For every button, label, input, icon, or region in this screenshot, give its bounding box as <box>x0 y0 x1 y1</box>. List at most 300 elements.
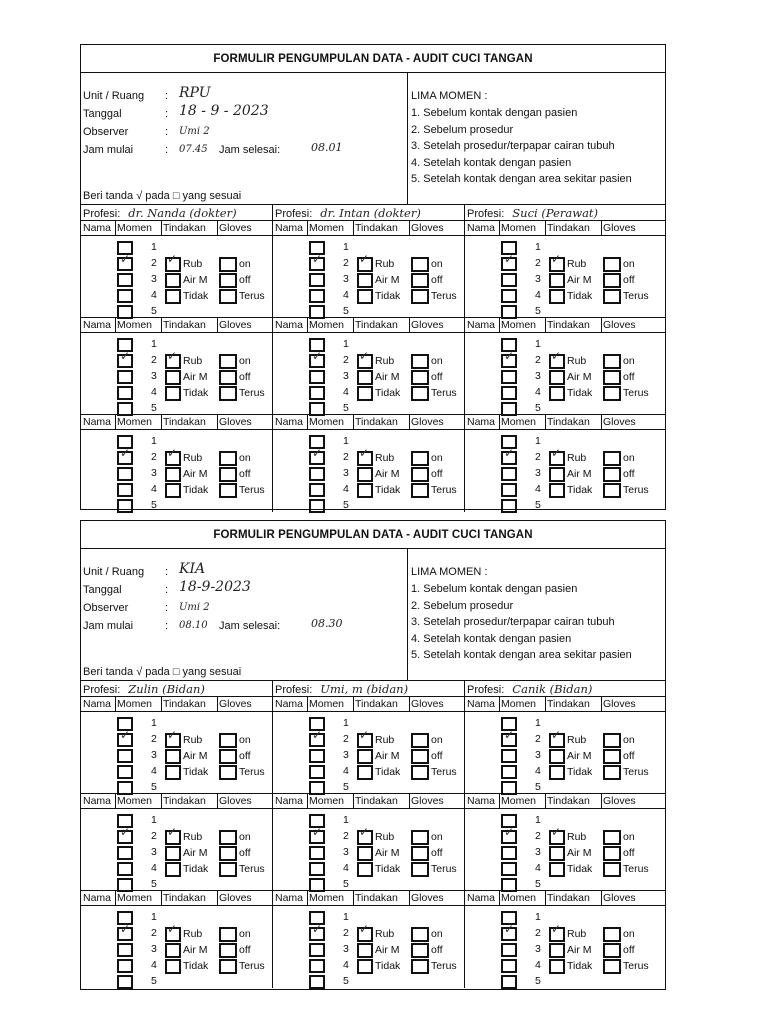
tindakan-label: Rub <box>375 355 395 367</box>
gloves-label: off <box>623 274 635 286</box>
gloves-checkbox[interactable] <box>411 927 429 942</box>
gloves-checkbox[interactable] <box>603 943 621 958</box>
nama-header: Nama <box>83 222 112 234</box>
tindakan-checkbox[interactable] <box>357 386 373 401</box>
tindakan-checkbox[interactable] <box>549 386 565 401</box>
momen-number: 2 <box>535 257 541 269</box>
momen-group <box>499 337 545 417</box>
tindakan-group <box>161 716 217 780</box>
tindakan-checkbox[interactable] <box>165 943 181 958</box>
gloves-checkbox[interactable] <box>411 749 429 764</box>
tindakan-checkbox[interactable] <box>165 765 181 780</box>
momen-number: 3 <box>343 846 349 858</box>
tindakan-label: Rub <box>567 928 587 940</box>
tindakan-checkbox[interactable] <box>549 749 565 764</box>
gloves-group <box>409 910 465 974</box>
momen-number: 4 <box>535 765 541 777</box>
observation-cell <box>81 221 273 318</box>
momen-checkbox[interactable] <box>117 959 133 973</box>
tindakan-label: Air M <box>183 274 208 286</box>
check-mark: ✓ <box>551 252 562 266</box>
tindakan-checkbox[interactable] <box>549 765 565 780</box>
profesi-value[interactable]: dr. Intan (dokter) <box>320 206 421 220</box>
gloves-checkbox[interactable] <box>219 765 237 780</box>
tindakan-checkbox[interactable] <box>357 846 373 861</box>
observation-cell <box>465 794 665 891</box>
gloves-group <box>601 434 657 498</box>
gloves-checkbox[interactable] <box>219 467 237 482</box>
momen-checkbox[interactable] <box>501 765 517 779</box>
momen-number: 2 <box>151 257 157 269</box>
nama-header: Nama <box>467 698 496 710</box>
momen-checkbox[interactable] <box>501 289 517 303</box>
tindakan-checkbox[interactable] <box>165 959 181 974</box>
gloves-checkbox[interactable] <box>219 273 237 288</box>
gloves-header: Gloves <box>219 416 252 428</box>
nama-header: Nama <box>467 319 496 331</box>
observation-cell <box>81 697 273 794</box>
check-mark: ✓ <box>120 252 131 266</box>
gloves-checkbox[interactable] <box>411 467 429 482</box>
gloves-checkbox[interactable] <box>411 733 429 748</box>
gloves-checkbox[interactable] <box>219 354 237 369</box>
observation-header <box>81 221 272 236</box>
lima-item: 1. Sebelum kontak dengan pasien <box>411 583 578 595</box>
unit-value[interactable]: RPU <box>179 85 211 101</box>
observation-header <box>465 697 665 712</box>
momen-checkbox[interactable] <box>117 862 133 876</box>
tindakan-group <box>545 240 601 304</box>
gloves-label: Terus <box>431 387 457 399</box>
momen-header: Momen <box>501 795 537 807</box>
gloves-checkbox[interactable] <box>219 943 237 958</box>
tindakan-checkbox[interactable] <box>549 846 565 861</box>
gloves-label: off <box>239 944 251 956</box>
tindakan-checkbox[interactable] <box>549 467 565 482</box>
gloves-checkbox[interactable] <box>411 370 429 385</box>
gloves-label: on <box>623 928 635 940</box>
gloves-checkbox[interactable] <box>603 273 621 288</box>
momen-number: 5 <box>535 402 541 414</box>
jam-selesai-value[interactable]: 08.01 <box>311 141 343 154</box>
tindakan-group <box>353 434 409 498</box>
nama-header: Nama <box>275 698 304 710</box>
tindakan-checkbox[interactable] <box>165 846 181 861</box>
tindakan-checkbox[interactable] <box>549 483 565 498</box>
nama-header: Nama <box>467 795 496 807</box>
tindakan-checkbox[interactable] <box>165 273 181 288</box>
tindakan-label: Air M <box>567 944 592 956</box>
momen-number: 2 <box>535 927 541 939</box>
momen-checkbox[interactable] <box>501 943 517 957</box>
momen-number: 2 <box>535 354 541 366</box>
momen-number: 3 <box>151 749 157 761</box>
tindakan-checkbox[interactable] <box>165 862 181 877</box>
form-header: Unit / Ruang : RPU Tanggal : 18 - 9 - 2023 Observer : Umi 2 Jam mulai : 07.45 Jam selesai: 08.01 Beri tanda √ pada □ yang sesuai LIMA MOMEN : 1. Sebelum kontak dengan pasien 2. Sebelum prosedur 3. Setelah prosedur/terpapar cairan tubuh 4. Setelah kontak dengan pasien 5. Setelah kontak dengan area sekitar pasien <box>81 73 665 205</box>
gloves-checkbox[interactable] <box>411 483 429 498</box>
momen-number: 1 <box>151 911 157 923</box>
gloves-checkbox[interactable] <box>603 733 621 748</box>
tindakan-checkbox[interactable] <box>357 467 373 482</box>
gloves-checkbox[interactable] <box>603 370 621 385</box>
nama-header: Nama <box>275 319 304 331</box>
momen-checkbox[interactable] <box>501 402 517 416</box>
observation-grid <box>81 697 665 988</box>
gloves-checkbox[interactable] <box>411 386 429 401</box>
form-title: FORMULIR PENGUMPULAN DATA - AUDIT CUCI TANGAN <box>81 45 665 73</box>
gloves-header: Gloves <box>219 222 252 234</box>
tindakan-checkbox[interactable] <box>549 862 565 877</box>
gloves-checkbox[interactable] <box>603 959 621 974</box>
check-mark: ✓ <box>312 446 323 460</box>
check-mark: ✓ <box>359 349 370 363</box>
tindakan-checkbox[interactable] <box>165 749 181 764</box>
momen-checkbox[interactable] <box>117 975 133 989</box>
gloves-checkbox[interactable] <box>411 289 429 304</box>
gloves-group <box>217 910 273 974</box>
tindakan-checkbox[interactable] <box>357 749 373 764</box>
profesi-value[interactable]: Canik (Bidan) <box>512 682 593 696</box>
momen-checkbox[interactable] <box>501 781 517 795</box>
momen-checkbox[interactable] <box>501 386 517 400</box>
tindakan-checkbox[interactable] <box>549 959 565 974</box>
tindakan-label: Rub <box>375 258 395 270</box>
momen-checkbox[interactable] <box>501 467 517 481</box>
gloves-label: on <box>239 355 251 367</box>
gloves-checkbox[interactable] <box>411 943 429 958</box>
momen-checkbox[interactable] <box>309 370 325 384</box>
observation-header <box>81 891 272 906</box>
tindakan-label: Rub <box>375 452 395 464</box>
tindakan-checkbox[interactable] <box>357 862 373 877</box>
momen-checkbox[interactable] <box>309 959 325 973</box>
gloves-checkbox[interactable] <box>603 846 621 861</box>
gloves-header: Gloves <box>411 416 444 428</box>
tindakan-label: Rub <box>183 355 203 367</box>
tindakan-checkbox[interactable] <box>549 943 565 958</box>
tindakan-checkbox[interactable] <box>165 483 181 498</box>
nama-header: Nama <box>275 222 304 234</box>
momen-number: 4 <box>151 483 157 495</box>
gloves-label: on <box>623 452 635 464</box>
momen-checkbox[interactable] <box>309 765 325 779</box>
profesi-value[interactable]: Umi, m (bidan) <box>320 682 409 696</box>
tindakan-label: Air M <box>375 274 400 286</box>
gloves-header: Gloves <box>411 795 444 807</box>
gloves-checkbox[interactable] <box>411 354 429 369</box>
momen-checkbox[interactable] <box>309 289 325 303</box>
gloves-checkbox[interactable] <box>219 386 237 401</box>
momen-checkbox[interactable] <box>117 749 133 763</box>
gloves-label: on <box>623 831 635 843</box>
tindakan-checkbox[interactable] <box>165 370 181 385</box>
momen-checkbox[interactable] <box>501 846 517 860</box>
momen-checkbox[interactable] <box>309 467 325 481</box>
gloves-header: Gloves <box>603 222 636 234</box>
tindakan-checkbox[interactable] <box>165 289 181 304</box>
check-mark: ✓ <box>312 825 323 839</box>
gloves-label: off <box>623 847 635 859</box>
momen-number: 3 <box>151 846 157 858</box>
tindakan-checkbox[interactable] <box>165 386 181 401</box>
check-mark: ✓ <box>167 446 178 460</box>
tindakan-checkbox[interactable] <box>357 273 373 288</box>
momen-checkbox[interactable] <box>117 943 133 957</box>
momen-checkbox[interactable] <box>117 273 133 287</box>
profesi-value[interactable]: Suci (Perawat) <box>512 206 599 220</box>
momen-checkbox[interactable] <box>117 386 133 400</box>
profesi-value[interactable]: dr. Nanda (dokter) <box>128 206 237 220</box>
nama-header: Nama <box>275 416 304 428</box>
momen-checkbox[interactable] <box>501 749 517 763</box>
gloves-group <box>601 813 657 877</box>
tindakan-group <box>161 434 217 498</box>
tindakan-header: Tindakan <box>163 416 206 428</box>
momen-number: 3 <box>535 273 541 285</box>
momen-number: 3 <box>535 467 541 479</box>
gloves-label: off <box>623 944 635 956</box>
momen-checkbox[interactable] <box>501 959 517 973</box>
gloves-label: on <box>431 258 443 270</box>
gloves-header: Gloves <box>411 892 444 904</box>
observation-block-row <box>81 415 665 512</box>
gloves-label: on <box>623 734 635 746</box>
tindakan-group <box>353 813 409 877</box>
tindakan-checkbox[interactable] <box>357 483 373 498</box>
momen-number: 3 <box>343 943 349 955</box>
gloves-checkbox[interactable] <box>219 749 237 764</box>
gloves-header: Gloves <box>603 698 636 710</box>
tindakan-checkbox[interactable] <box>165 467 181 482</box>
observer-value[interactable]: Umi 2 <box>179 126 210 137</box>
momen-number: 1 <box>343 911 349 923</box>
gloves-header: Gloves <box>411 222 444 234</box>
observation-cell <box>81 318 273 415</box>
momen-number: 4 <box>343 289 349 301</box>
nama-header: Nama <box>83 698 112 710</box>
observation-header <box>465 794 665 809</box>
momen-checkbox[interactable] <box>309 846 325 860</box>
gloves-checkbox[interactable] <box>411 830 429 845</box>
tindakan-checkbox[interactable] <box>549 289 565 304</box>
gloves-label: off <box>623 371 635 383</box>
tindakan-group <box>545 910 601 974</box>
jam-selesai-value[interactable]: 08.30 <box>311 617 343 630</box>
gloves-group <box>409 337 465 401</box>
gloves-checkbox[interactable] <box>411 451 429 466</box>
check-mark: ✓ <box>359 922 370 936</box>
tanggal-value[interactable]: 18 - 9 - 2023 <box>179 103 269 119</box>
momen-checkbox[interactable] <box>501 370 517 384</box>
tindakan-header: Tindakan <box>163 892 206 904</box>
momen-checkbox[interactable] <box>501 499 517 513</box>
gloves-checkbox[interactable] <box>603 354 621 369</box>
momen-checkbox[interactable] <box>309 781 325 795</box>
gloves-checkbox[interactable] <box>411 862 429 877</box>
gloves-checkbox[interactable] <box>219 927 237 942</box>
gloves-checkbox[interactable] <box>219 830 237 845</box>
momen-number: 5 <box>151 402 157 414</box>
observation-block-row <box>81 318 665 415</box>
tindakan-checkbox[interactable] <box>549 273 565 288</box>
tick-instruction: Beri tanda √ pada □ yang sesuai <box>83 190 242 202</box>
observation-cell <box>273 697 465 794</box>
momen-checkbox[interactable] <box>117 305 133 319</box>
lima-item: 3. Setelah prosedur/terpapar cairan tubuh <box>411 140 615 152</box>
momen-checkbox[interactable] <box>309 273 325 287</box>
momen-header: Momen <box>309 892 345 904</box>
tindakan-label: Air M <box>183 750 208 762</box>
momen-checkbox[interactable] <box>309 878 325 892</box>
momen-checkbox[interactable] <box>117 483 133 497</box>
gloves-checkbox[interactable] <box>603 451 621 466</box>
momen-group <box>499 813 545 893</box>
momen-checkbox[interactable] <box>309 483 325 497</box>
gloves-checkbox[interactable] <box>603 289 621 304</box>
gloves-header: Gloves <box>603 319 636 331</box>
gloves-checkbox[interactable] <box>603 862 621 877</box>
gloves-checkbox[interactable] <box>411 959 429 974</box>
gloves-checkbox[interactable] <box>603 483 621 498</box>
gloves-label: Terus <box>623 484 649 496</box>
gloves-label: off <box>239 371 251 383</box>
gloves-checkbox[interactable] <box>219 451 237 466</box>
profesi-value[interactable]: Zulin (Bidan) <box>128 682 205 696</box>
unit-value[interactable]: KIA <box>179 561 206 577</box>
momen-header: Momen <box>117 319 153 331</box>
momen-checkbox[interactable] <box>117 370 133 384</box>
momen-checkbox[interactable] <box>117 289 133 303</box>
momen-checkbox[interactable] <box>117 499 133 513</box>
observer-value[interactable]: Umi 2 <box>179 602 210 613</box>
momen-checkbox[interactable] <box>117 846 133 860</box>
momen-header: Momen <box>117 222 153 234</box>
gloves-checkbox[interactable] <box>219 862 237 877</box>
momen-checkbox[interactable] <box>501 483 517 497</box>
gloves-checkbox[interactable] <box>411 846 429 861</box>
observation-header <box>81 794 272 809</box>
gloves-checkbox[interactable] <box>219 370 237 385</box>
gloves-label: Terus <box>623 387 649 399</box>
momen-number: 5 <box>151 499 157 511</box>
momen-checkbox[interactable] <box>309 943 325 957</box>
momen-number: 2 <box>535 733 541 745</box>
observation-header <box>273 794 464 809</box>
momen-checkbox[interactable] <box>117 467 133 481</box>
lima-item: 3. Setelah prosedur/terpapar cairan tubuh <box>411 616 615 628</box>
gloves-checkbox[interactable] <box>603 927 621 942</box>
momen-number: 4 <box>151 289 157 301</box>
tindakan-header: Tindakan <box>163 319 206 331</box>
momen-checkbox[interactable] <box>309 499 325 513</box>
momen-checkbox[interactable] <box>501 273 517 287</box>
tindakan-label: Tidak <box>183 960 209 972</box>
momen-checkbox[interactable] <box>501 305 517 319</box>
gloves-checkbox[interactable] <box>219 959 237 974</box>
momen-checkbox[interactable] <box>117 781 133 795</box>
nama-header: Nama <box>83 892 112 904</box>
gloves-checkbox[interactable] <box>219 483 237 498</box>
gloves-label: off <box>431 274 443 286</box>
tindakan-label: Tidak <box>375 484 401 496</box>
gloves-label: on <box>239 258 251 270</box>
momen-checkbox[interactable] <box>309 402 325 416</box>
jam-mulai-value[interactable]: 07.45 <box>179 144 208 155</box>
tindakan-group <box>161 240 217 304</box>
gloves-label: off <box>623 750 635 762</box>
gloves-label: Terus <box>239 290 265 302</box>
gloves-checkbox[interactable] <box>219 257 237 272</box>
momen-checkbox[interactable] <box>309 975 325 989</box>
gloves-checkbox[interactable] <box>219 846 237 861</box>
momen-checkbox[interactable] <box>501 975 517 989</box>
gloves-checkbox[interactable] <box>219 289 237 304</box>
gloves-checkbox[interactable] <box>219 733 237 748</box>
momen-number: 5 <box>343 878 349 890</box>
tindakan-checkbox[interactable] <box>357 943 373 958</box>
gloves-checkbox[interactable] <box>603 765 621 780</box>
gloves-checkbox[interactable] <box>603 386 621 401</box>
momen-checkbox[interactable] <box>501 862 517 876</box>
momen-number: 4 <box>151 959 157 971</box>
tindakan-checkbox[interactable] <box>357 370 373 385</box>
form-header: Unit / Ruang : KIA Tanggal : 18-9-2023 Observer : Umi 2 Jam mulai : 08.10 Jam selesai: 08.30 Beri tanda √ pada □ yang sesuai LIMA MOMEN : 1. Sebelum kontak dengan pasien 2. Sebelum prosedur 3. Setelah prosedur/terpapar cairan tubuh 4. Setelah kontak dengan pasien 5. Setelah kontak dengan area sekitar pasien <box>81 549 665 681</box>
check-mark: ✓ <box>551 922 562 936</box>
observation-block-row <box>81 697 665 794</box>
momen-number: 3 <box>151 943 157 955</box>
tindakan-label: Air M <box>375 847 400 859</box>
momen-header: Momen <box>501 892 537 904</box>
jam-mulai-label: Jam mulai <box>83 144 134 156</box>
gloves-group <box>409 813 465 877</box>
tindakan-header: Tindakan <box>355 416 398 428</box>
tindakan-checkbox[interactable] <box>357 959 373 974</box>
gloves-group <box>409 716 465 780</box>
gloves-label: Terus <box>239 387 265 399</box>
gloves-checkbox[interactable] <box>603 749 621 764</box>
momen-header: Momen <box>309 319 345 331</box>
check-mark: ✓ <box>167 825 178 839</box>
gloves-checkbox[interactable] <box>603 257 621 272</box>
momen-checkbox[interactable] <box>117 402 133 416</box>
momen-checkbox[interactable] <box>309 862 325 876</box>
momen-checkbox[interactable] <box>309 386 325 400</box>
momen-header: Momen <box>117 698 153 710</box>
momen-checkbox[interactable] <box>501 878 517 892</box>
tindakan-checkbox[interactable] <box>357 765 373 780</box>
jam-mulai-label: Jam mulai <box>83 620 134 632</box>
momen-number: 4 <box>343 862 349 874</box>
gloves-label: off <box>431 944 443 956</box>
gloves-checkbox[interactable] <box>603 830 621 845</box>
gloves-checkbox[interactable] <box>603 467 621 482</box>
momen-checkbox[interactable] <box>309 749 325 763</box>
tindakan-header: Tindakan <box>163 698 206 710</box>
check-mark: ✓ <box>120 728 131 742</box>
gloves-checkbox[interactable] <box>411 765 429 780</box>
tindakan-header: Tindakan <box>547 892 590 904</box>
momen-checkbox[interactable] <box>117 878 133 892</box>
observation-cell <box>465 318 665 415</box>
tanggal-value[interactable]: 18-9-2023 <box>179 579 251 595</box>
tindakan-checkbox[interactable] <box>549 370 565 385</box>
momen-checkbox[interactable] <box>309 305 325 319</box>
gloves-checkbox[interactable] <box>411 257 429 272</box>
momen-checkbox[interactable] <box>117 765 133 779</box>
tindakan-checkbox[interactable] <box>357 289 373 304</box>
jam-mulai-value[interactable]: 08.10 <box>179 620 208 631</box>
gloves-checkbox[interactable] <box>411 273 429 288</box>
